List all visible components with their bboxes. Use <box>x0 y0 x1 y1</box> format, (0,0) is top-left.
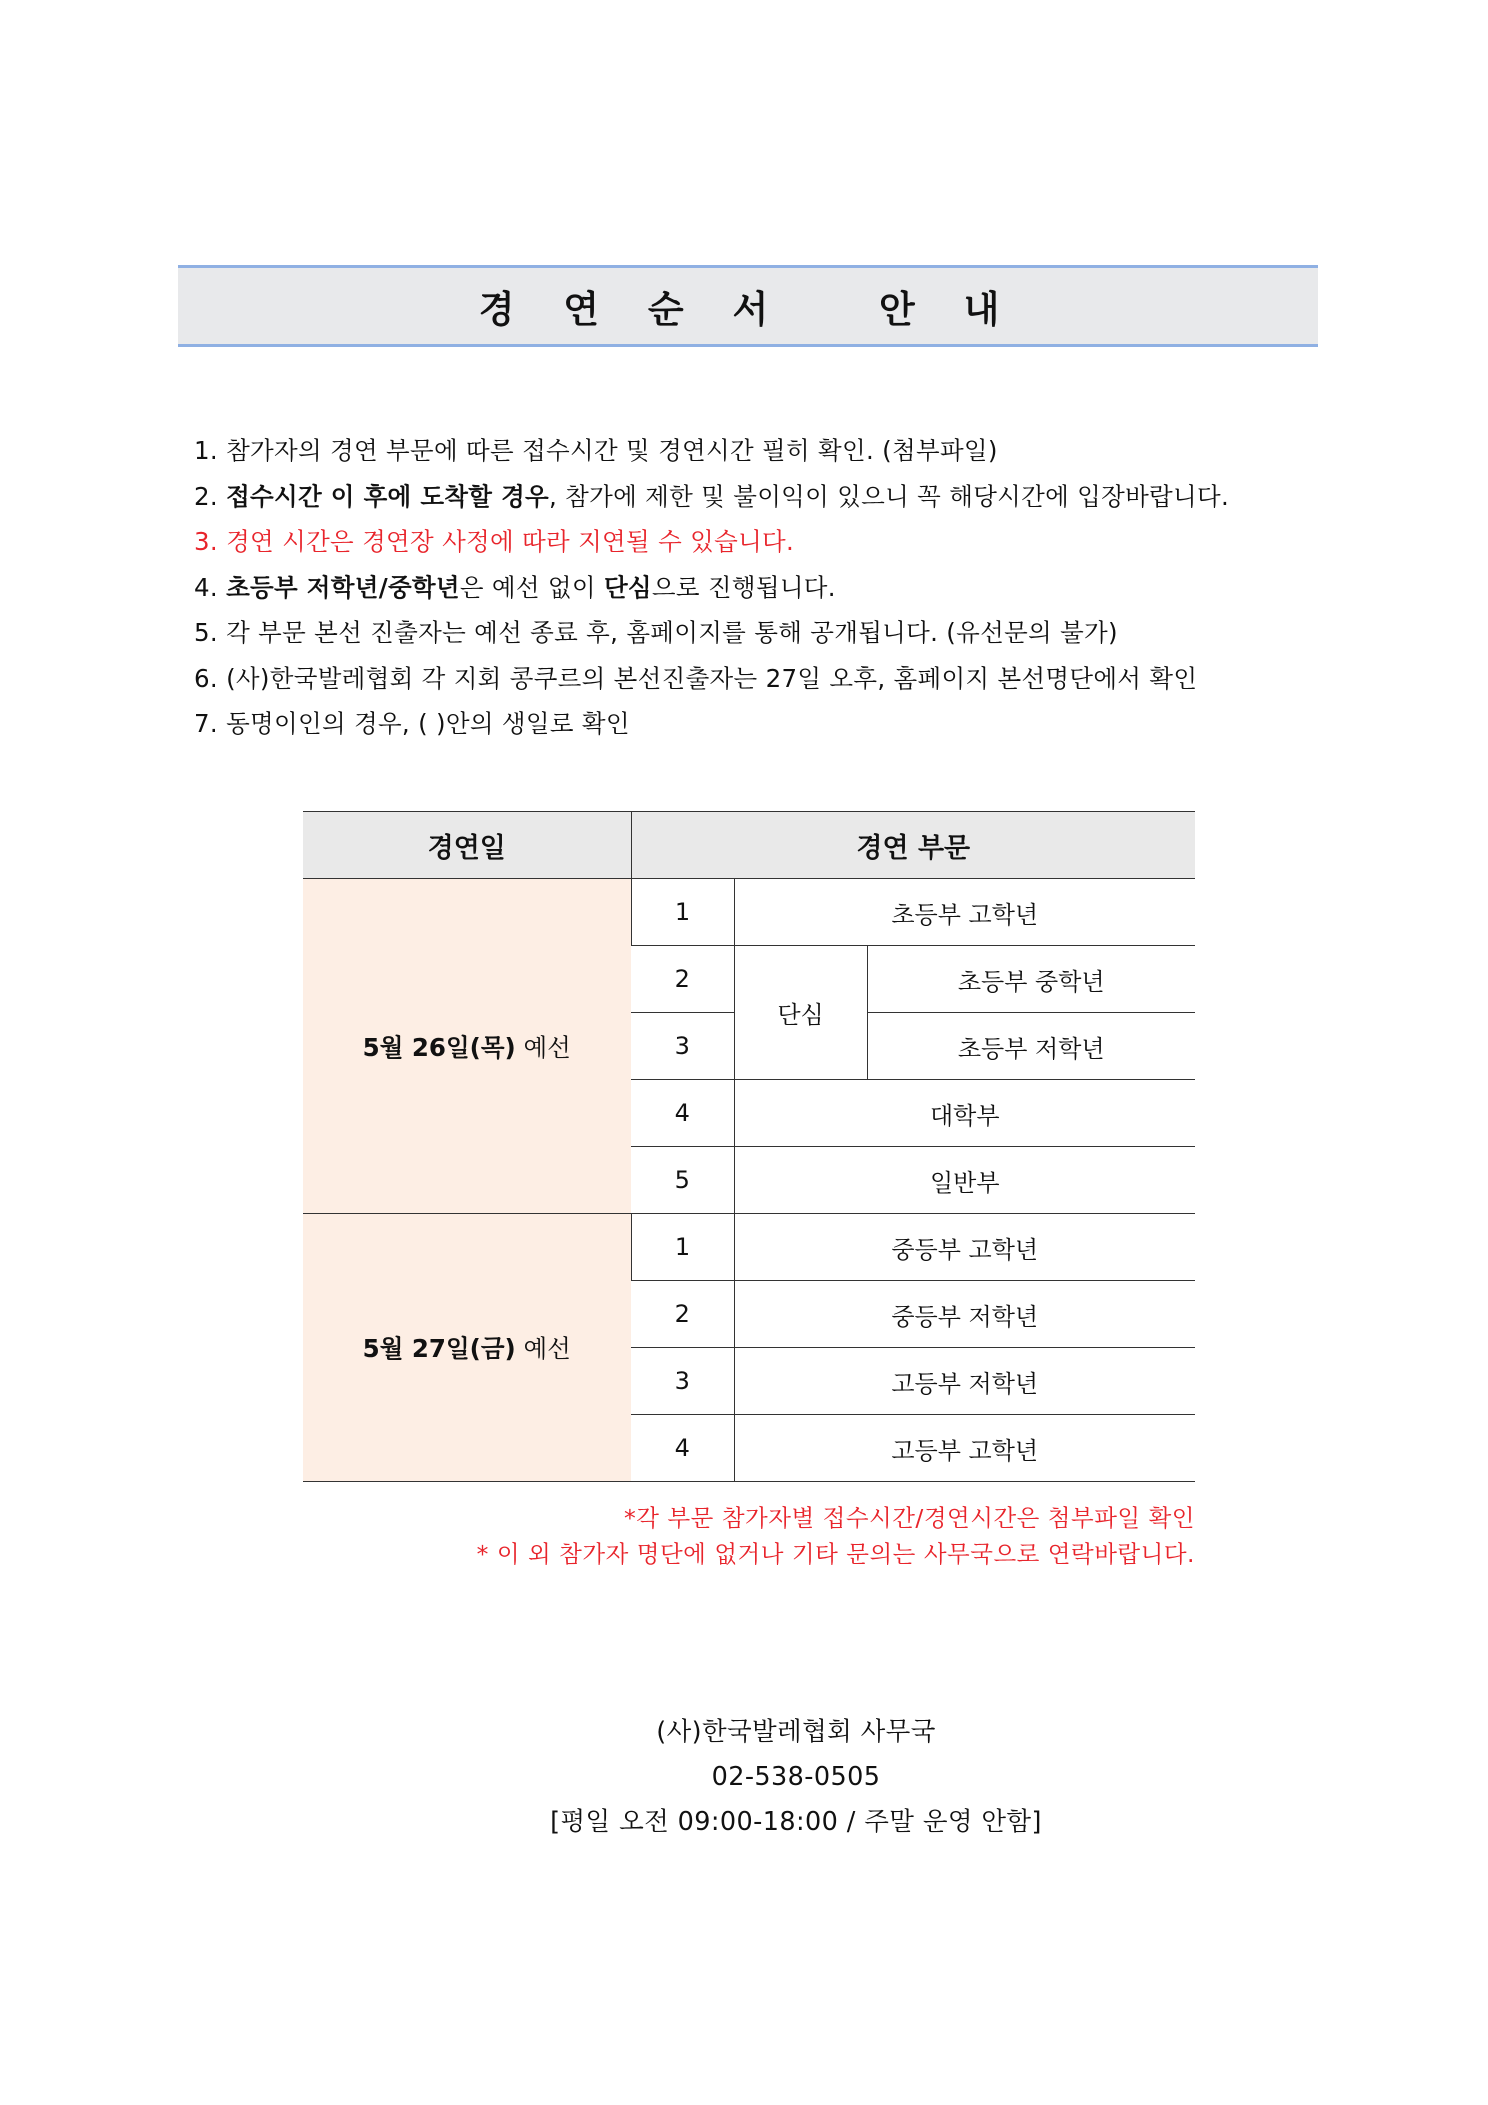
group-label-cell: 단심 <box>734 946 867 1080</box>
table-row <box>303 879 1195 946</box>
notice-item-6 <box>194 656 1344 702</box>
division-cell: 일반부 <box>734 1147 1195 1214</box>
notice-number: 1. <box>194 436 218 465</box>
date-suffix: 예선 <box>515 1334 571 1363</box>
notice-bold-text: 초등부 저학년/중학년 <box>226 572 460 602</box>
row-number: 1 <box>631 879 734 946</box>
notice-text: (사)한국발레협회 각 지회 콩쿠르의 본선진출자는 27일 오후, 홈페이지 본선명단에서 확인 <box>226 663 1198 693</box>
division-cell: 초등부 저학년 <box>867 1013 1195 1080</box>
division-cell: 고등부 고학년 <box>734 1415 1195 1482</box>
notice-list <box>194 428 1344 747</box>
notice-item-4 <box>194 565 1344 611</box>
division-cell: 중등부 저학년 <box>734 1281 1195 1348</box>
notice-number: 2. <box>194 481 218 511</box>
footer-org: (사)한국발레협회 사무국 <box>656 1717 936 1747</box>
row-number: 3 <box>631 1013 734 1080</box>
schedule-table <box>303 811 1195 1482</box>
date-cell-day2 <box>303 1214 631 1482</box>
notice-text: 으로 진행됩니다. <box>651 572 836 602</box>
footer-hours: [평일 오전 09:00-18:00 / 주말 운영 안함] <box>550 1807 1042 1837</box>
notice-number: 3. <box>194 527 218 556</box>
notice-item-3 <box>194 519 1344 565</box>
notice-text: 각 부문 본선 진출자는 예선 종료 후, 홈페이지를 통해 공개됩니다. (유선문의 불가) <box>226 618 1118 647</box>
contact-footer <box>52 1710 1488 1845</box>
table-header-row <box>303 812 1195 879</box>
document-title-box <box>178 265 1318 347</box>
notice-bold-text: 접수시간 이 후에 도착할 경우 <box>226 481 549 511</box>
row-number: 4 <box>631 1415 734 1482</box>
date-cell-day1 <box>303 879 631 1214</box>
notice-item-5 <box>194 610 1344 656</box>
table-row <box>303 1214 1195 1281</box>
row-number: 2 <box>631 946 734 1013</box>
row-number: 5 <box>631 1147 734 1214</box>
division-cell: 고등부 저학년 <box>734 1348 1195 1415</box>
header-date: 경연일 <box>303 812 631 879</box>
division-cell: 대학부 <box>734 1080 1195 1147</box>
notice-number: 6. <box>194 663 218 693</box>
division-cell: 초등부 고학년 <box>734 879 1195 946</box>
row-number: 3 <box>631 1348 734 1415</box>
notice-item-2 <box>194 474 1344 520</box>
footer-phone: 02-538-0505 <box>711 1762 881 1792</box>
date-bold: 5월 27일(금) <box>362 1334 516 1363</box>
table-notes <box>477 1500 1195 1572</box>
header-division: 경연 부문 <box>631 812 1195 879</box>
note-line-1: *각 부문 참가자별 접수시간/경연시간은 첨부파일 확인 <box>624 1504 1195 1532</box>
document-title: 경 연 순 서 안 내 <box>478 288 1018 331</box>
date-bold: 5월 26일(목) <box>362 1032 516 1062</box>
division-cell: 중등부 고학년 <box>734 1214 1195 1281</box>
notice-text: , 참가에 제한 및 불이익이 있으니 꼭 해당시간에 입장바랍니다. <box>549 481 1230 511</box>
date-suffix: 예선 <box>515 1032 571 1062</box>
notice-text: 경연 시간은 경연장 사정에 따라 지연될 수 있습니다. <box>226 527 795 556</box>
notice-text: 참가자의 경연 부문에 따른 접수시간 및 경연시간 필히 확인. (첨부파일) <box>226 436 998 465</box>
note-line-2: * 이 외 참가자 명단에 없거나 기타 문의는 사무국으로 연락바랍니다. <box>476 1540 1195 1568</box>
notice-item-7 <box>194 701 1344 747</box>
row-number: 2 <box>631 1281 734 1348</box>
row-number: 1 <box>631 1214 734 1281</box>
notice-number: 4. <box>194 572 218 602</box>
notice-bold-text: 단심 <box>603 572 652 602</box>
notice-text: 은 예선 없이 <box>459 572 604 602</box>
row-number: 4 <box>631 1080 734 1147</box>
division-cell: 초등부 중학년 <box>867 946 1195 1013</box>
notice-text: 동명이인의 경우, ( )안의 생일로 확인 <box>226 709 630 738</box>
notice-number: 7. <box>194 709 218 738</box>
notice-item-1 <box>194 428 1344 474</box>
notice-number: 5. <box>194 618 218 647</box>
